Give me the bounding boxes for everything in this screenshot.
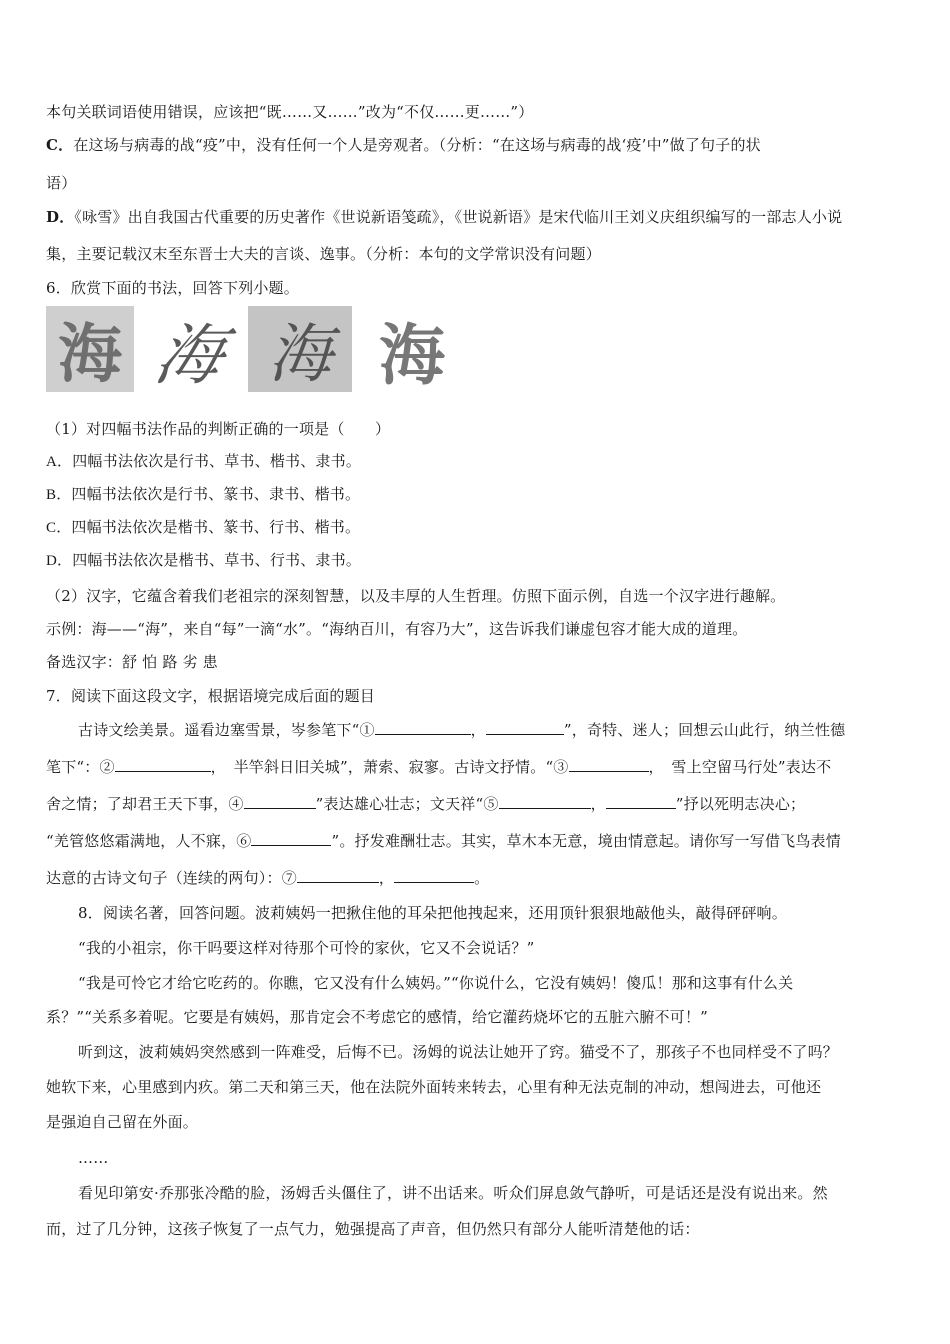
q6-option-d: D．四幅书法依次是楷书、草书、行书、隶书。 (46, 553, 362, 569)
blank-1b[interactable] (486, 719, 564, 735)
q7-line1-text-a: 古诗文绘美景。遥看边塞雪景，岑参笔下“① (78, 721, 375, 739)
q8-line7: 是强迫自己留在外面。 (46, 1113, 199, 1131)
q6-option-a: A．四幅书法依次是行书、草书、楷书、隶书。 (46, 454, 362, 470)
q5-option-d-line2: 集，主要记载汉末至东晋士大夫的言谈、逸事。（分析：本句的文学常识没有问题） (46, 245, 601, 263)
q5-option-d-line1 (46, 206, 842, 228)
q5-option-c-line1 (46, 134, 761, 156)
q7-line3-text-b: ”表达雄心壮志；文天祥“⑤ (315, 795, 499, 813)
blank-1a[interactable] (375, 719, 471, 735)
q8-line1: 8．阅读名著，回答问题。波莉姨妈一把揪住他的耳朵把他拽起来，还用顶针狠狠地敲他头，敲得砰砰响。 (78, 904, 787, 922)
q5-option-d-label: D． (46, 208, 75, 226)
q6-sub1-question: （1）对四幅书法作品的判断正确的一项是（ ） (46, 420, 391, 438)
blank-2[interactable] (115, 756, 211, 772)
q7-line5-sep: ， (378, 869, 395, 887)
q5-option-d-text: 《咏雪》出自我国古代重要的历史著作《世说新语笺疏》，《世说新语》是宋代临川王刘义庆组织编写的一部志人小说 (74, 208, 843, 226)
calligraphy-images (46, 306, 466, 396)
calligraphy-char-1: 海 (58, 317, 122, 392)
q7-line5-end: 。 (474, 869, 490, 887)
q7-line3-text-a: 舍之情；了却君王天下事，④ (46, 795, 244, 813)
q8-line5: 听到这，波莉姨妈突然感到一阵难受，后悔不已。汤姆的说法让她开了窍。猫受不了，那孩子不也同样受不了吗？ (78, 1043, 839, 1061)
q5-option-c-label: C． (46, 136, 74, 154)
blank-7a[interactable] (297, 867, 379, 883)
q5-b-analysis-tail: 本句关联词语使用错误，应该把“既……又……”改为“不仅……更……”） (46, 103, 534, 121)
blank-6[interactable] (251, 830, 331, 846)
q6-option-b: B．四幅书法依次是行书、篆书、隶书、楷书。 (46, 487, 361, 503)
q7-line1 (78, 719, 845, 741)
calligraphy-image-4 (364, 306, 460, 392)
blank-5a[interactable] (499, 793, 591, 809)
q8-line9: 看见印第安·乔那张冷酷的脸，汤姆舌头僵住了，讲不出话来。听众们屏息敛气静听，可是话还是没有说出来。然 (78, 1184, 828, 1202)
q7-line5 (46, 867, 489, 889)
q8-line4: 系？”“关系多着呢。它要是有姨妈，那肯定会不考虑它的感情，给它灌药烧坏它的五脏六腑不可！” (46, 1008, 709, 1026)
q7-line5-text-a: 达意的古诗文句子（连续的两句）：⑦ (46, 869, 297, 887)
q6-option-c: C．四幅书法依次是楷书、篆书、行书、楷书。 (46, 520, 361, 536)
q7-line4 (46, 830, 841, 852)
blank-5b[interactable] (606, 793, 676, 809)
q8-line6: 她软下来，心里感到内疚。第二天和第三天，他在法院外面转来转去，心里有种无法克制的冲动，想闯进去，可他还 (46, 1078, 822, 1096)
calligraphy-image-3 (248, 306, 352, 392)
calligraphy-char-2: 海 (148, 316, 231, 394)
q8-line10: 而，过了几分钟，这孩子恢复了一点气力，勉强提高了声音，但仍然只有部分人能听清楚他的话： (46, 1220, 700, 1238)
q6-example: 示例：海——“海”，来自“每”一滴“水”。“海纳百川，有容乃大”，这告诉我们谦虚包容才能大成的道理。 (46, 620, 748, 638)
calligraphy-image-2 (146, 306, 236, 392)
q5-option-c-text: 在这场与病毒的战“疫”中，没有任何一个人是旁观者。（分析：“在这场与病毒的战‘疫’中”做了句子的状 (73, 136, 761, 154)
q7-line4-text-a: “羌管悠悠霜满地，人不寐，⑥ (46, 832, 252, 850)
q7-line3 (46, 793, 805, 815)
q6-title: 6．欣赏下面的书法，回答下列小题。 (46, 279, 299, 297)
blank-4[interactable] (244, 793, 316, 809)
q7-line3-sep: ， (590, 795, 606, 813)
q7-line4-text-b: ”。抒发难酬壮志。其实，草木本无意，境由情意起。请你写一写借飞鸟表情 (331, 832, 841, 850)
calligraphy-char-4: 海 (379, 316, 445, 394)
calligraphy-image-1 (46, 306, 134, 392)
q7-line2-text-b: ， 半竿斜日旧关城”，萧索、寂寥。古诗文抒情。“③ (210, 758, 569, 776)
q5-option-c-line2: 语） (46, 174, 77, 192)
blank-3[interactable] (569, 756, 649, 772)
q6-sub2-question: （2）汉字，它蕴含着我们老祖宗的深刻智慧，以及丰厚的人生哲理。仿照下面示例，自选一个汉字进行趣解。 (46, 587, 786, 605)
q7-line2 (46, 756, 831, 778)
q8-line2: “我的小祖宗，你干吗要这样对待那个可怜的家伙，它又不会说话？” (78, 939, 535, 957)
q8-ellipsis: …… (78, 1149, 109, 1167)
q7-line3-text-d: ”抒以死明志决心； (675, 795, 806, 813)
q7-line1-sep: ， (470, 721, 486, 739)
blank-7b[interactable] (394, 867, 474, 883)
q8-line3: “我是可怜它才给它吃药的。你瞧，它又没有什么姨妈。”“你说什么，它没有姨妈！傻瓜！那和这事有什么关 (78, 974, 794, 992)
q6-candidates: 备选汉字：舒 怕 路 劣 患 (46, 653, 218, 671)
q7-line2-text-c: ， 雪上空留马行处”表达不 (648, 758, 832, 776)
q7-title: 7．阅读下面这段文字，根据语境完成后面的题目 (46, 687, 375, 705)
calligraphy-char-3: 海 (268, 318, 332, 392)
q7-line1-text-c: ”，奇特、迷人；回想云山此行，纳兰性德 (563, 721, 846, 739)
q7-line2-text-a: 笔下“：② (46, 758, 115, 776)
